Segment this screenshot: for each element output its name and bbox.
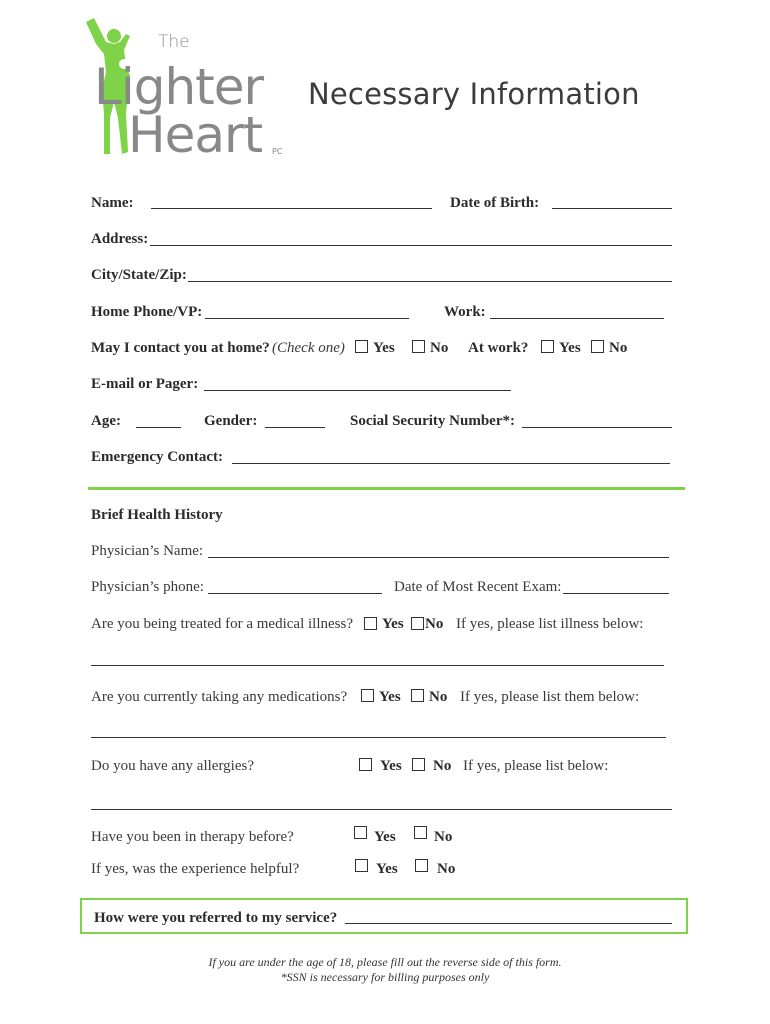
age-field[interactable] — [136, 427, 181, 428]
allergies-yes-label: Yes — [380, 758, 402, 774]
home-phone-field[interactable] — [205, 318, 409, 319]
medications-question: Are you currently taking any medications? — [91, 689, 348, 705]
helpful-question: If yes, was the experience helpful? — [91, 861, 300, 877]
physician-phone-field[interactable] — [208, 593, 382, 594]
city-field[interactable] — [188, 281, 672, 282]
history-heading: Brief Health History — [91, 507, 223, 523]
home-phone-label: Home Phone/VP: — [91, 304, 203, 320]
therapy-question: Have you been in therapy before? — [91, 829, 294, 845]
footer-ssn-note: *SSN is necessary for billing purposes only — [280, 970, 490, 984]
allergies-list-field[interactable] — [91, 809, 672, 810]
emergency-field[interactable] — [232, 463, 670, 464]
page-title: Necessary Information — [308, 77, 640, 111]
contact-home-no-label: No — [430, 340, 449, 356]
illness-list-field[interactable] — [91, 665, 664, 666]
referral-field[interactable] — [345, 923, 672, 924]
dob-label: Date of Birth: — [450, 195, 540, 211]
medications-no-label: No — [429, 689, 448, 705]
illness-hint: If yes, please list illness below: — [456, 616, 644, 632]
at-work-yes-label: Yes — [559, 340, 581, 356]
recent-exam-label: Date of Most Recent Exam: — [394, 579, 562, 595]
recent-exam-field[interactable] — [563, 593, 669, 594]
contact-home-label: May I contact you at home? — [91, 340, 270, 356]
allergies-yes-checkbox[interactable] — [359, 758, 372, 771]
gender-field[interactable] — [265, 427, 325, 428]
at-work-yes-checkbox[interactable] — [541, 340, 554, 353]
therapy-yes-checkbox[interactable] — [354, 826, 367, 839]
contact-home-yes-checkbox[interactable] — [355, 340, 368, 353]
address-label: Address: — [91, 231, 149, 247]
helpful-yes-checkbox[interactable] — [355, 859, 368, 872]
age-label: Age: — [91, 413, 121, 429]
dob-field[interactable] — [552, 208, 672, 209]
email-field[interactable] — [204, 390, 511, 391]
ssn-label: Social Security Number*: — [350, 413, 515, 429]
physician-name-label: Physician’s Name: — [91, 543, 204, 559]
name-label: Name: — [91, 195, 134, 211]
medications-yes-label: Yes — [379, 689, 401, 705]
emergency-label: Emergency Contact: — [91, 449, 224, 465]
logo-lighter-text: Lighter — [94, 58, 264, 116]
name-field[interactable] — [151, 208, 432, 209]
section-divider — [88, 487, 685, 490]
at-work-label: At work? — [468, 340, 529, 356]
helpful-no-label: No — [437, 861, 456, 877]
illness-yes-label: Yes — [382, 616, 404, 632]
at-work-no-label: No — [609, 340, 628, 356]
allergies-no-checkbox[interactable] — [412, 758, 425, 771]
contact-home-yes-label: Yes — [373, 340, 395, 356]
work-label: Work: — [444, 304, 486, 320]
therapy-no-label: No — [434, 829, 453, 845]
contact-home-no-checkbox[interactable] — [412, 340, 425, 353]
gender-label: Gender: — [204, 413, 258, 429]
illness-question: Are you being treated for a medical illness? — [91, 616, 353, 632]
allergies-question: Do you have any allergies? — [91, 758, 255, 774]
physician-name-field[interactable] — [208, 557, 669, 558]
illness-no-checkbox[interactable] — [411, 617, 424, 630]
ssn-field[interactable] — [522, 427, 672, 428]
illness-no-label: No — [425, 616, 444, 632]
medications-hint: If yes, please list them below: — [460, 689, 640, 705]
logo-pc-text: PC — [272, 147, 283, 156]
footer-under18-note: If you are under the age of 18, please fill out the reverse side of this form. — [208, 955, 562, 969]
medications-no-checkbox[interactable] — [411, 689, 424, 702]
referral-label: How were you referred to my service? — [94, 910, 338, 926]
logo-the-text: The — [158, 32, 190, 52]
medications-list-field[interactable] — [91, 737, 666, 738]
physician-phone-label: Physician’s phone: — [91, 579, 204, 595]
work-field[interactable] — [490, 318, 664, 319]
address-field[interactable] — [150, 245, 672, 246]
allergies-no-label: No — [433, 758, 452, 774]
city-label: City/State/Zip: — [91, 267, 187, 283]
helpful-yes-label: Yes — [376, 861, 398, 877]
email-label: E-mail or Pager: — [91, 376, 199, 392]
therapy-yes-label: Yes — [374, 829, 396, 845]
check-one-label: (Check one) — [272, 340, 345, 356]
helpful-no-checkbox[interactable] — [415, 859, 428, 872]
allergies-hint: If yes, please list below: — [463, 758, 609, 774]
therapy-no-checkbox[interactable] — [414, 826, 427, 839]
logo-heart-text: Heart — [128, 106, 263, 164]
at-work-no-checkbox[interactable] — [591, 340, 604, 353]
medications-yes-checkbox[interactable] — [361, 689, 374, 702]
illness-yes-checkbox[interactable] — [364, 617, 377, 630]
